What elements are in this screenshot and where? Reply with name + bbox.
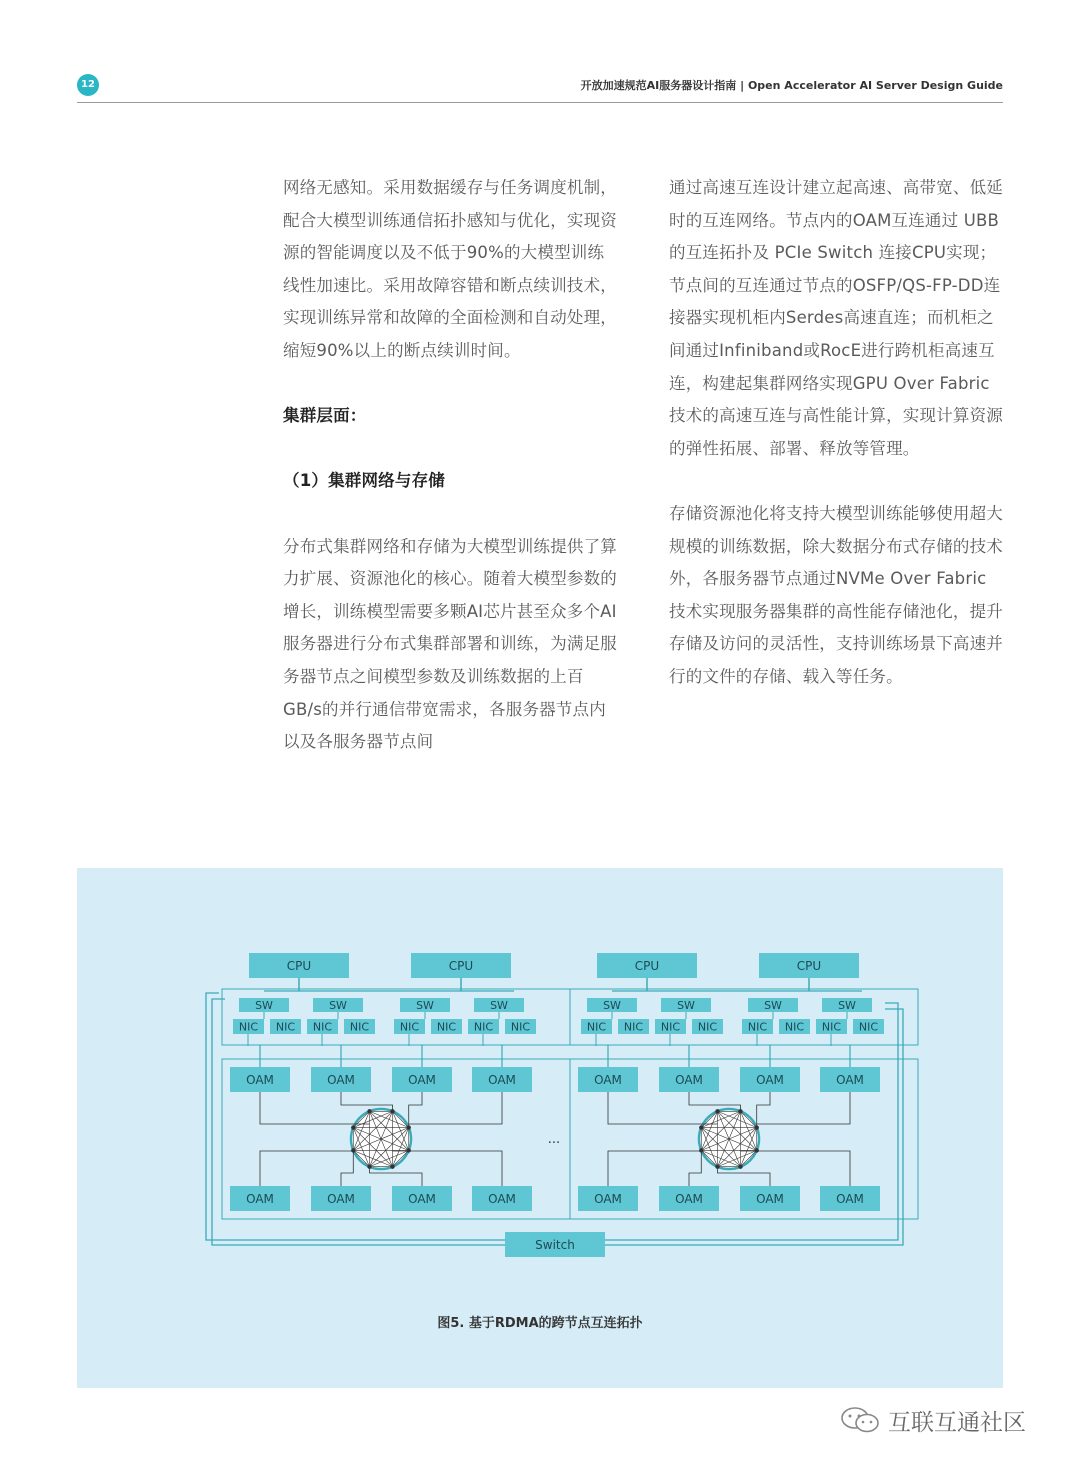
- oam-mesh-link: [608, 1151, 701, 1186]
- sw-box-label: SW: [329, 998, 347, 1012]
- paragraph: 存储资源池化将支持大模型训练能够使用超大规模的训练数据，除大数据分布式存储的技术外，各服务器节点通过NVMe Over Fabric 技术实现服务器集群的高性能存储池化，提升存储及访问的灵活性，支持训练场景下高速并行的文件的存储、载入等任务。: [669, 503, 1003, 686]
- oam-mesh-link: [757, 1092, 850, 1124]
- mesh-node: [738, 1165, 742, 1169]
- nic-box-label: NIC: [623, 1020, 644, 1034]
- sw-box-label: SW: [764, 998, 782, 1012]
- oam-box-label: OAM: [675, 1191, 703, 1206]
- ellipsis-label: ...: [547, 1132, 561, 1147]
- section-heading: 集群层面：: [283, 406, 367, 426]
- wechat-icon: [840, 1405, 882, 1435]
- mesh-node: [351, 1125, 355, 1129]
- oam-box-label: OAM: [756, 1072, 784, 1087]
- oam-box-label: OAM: [488, 1191, 516, 1206]
- oam-mesh-link: [392, 1151, 502, 1186]
- topology-figure: [77, 868, 1003, 1388]
- nic-box-label: NIC: [349, 1020, 370, 1034]
- sw-panel: [222, 989, 570, 1045]
- figure-caption: 图5. 基于RDMA的跨节点互连拓扑: [437, 1316, 643, 1331]
- oam-mesh-link: [260, 1092, 370, 1124]
- nic-box-label: NIC: [784, 1020, 805, 1034]
- oam-mesh-link: [409, 1092, 422, 1128]
- nic-box-label: NIC: [586, 1020, 607, 1034]
- header-title: 开放加速规范AI服务器设计指南 | Open Accelerator AI Server Design Guide: [580, 79, 1003, 92]
- sw-panel: [570, 989, 918, 1045]
- cpu-box-label: CPU: [634, 958, 660, 973]
- sw-box-label: SW: [416, 998, 434, 1012]
- oam-mesh-link: [409, 1092, 502, 1124]
- switch-box-label: Switch: [535, 1237, 575, 1252]
- oam-box-label: OAM: [246, 1072, 274, 1087]
- watermark-text: 互联互通社区: [888, 1409, 1026, 1436]
- mesh-node: [390, 1165, 394, 1169]
- nic-box-label: NIC: [510, 1020, 531, 1034]
- mesh-node: [715, 1109, 719, 1113]
- oam-box-label: OAM: [756, 1191, 784, 1206]
- sw-box-label: SW: [490, 998, 508, 1012]
- oam-box-label: OAM: [327, 1072, 355, 1087]
- oam-box-label: OAM: [594, 1191, 622, 1206]
- nic-box-label: NIC: [858, 1020, 879, 1034]
- page-number: 12: [77, 74, 99, 96]
- rdma-topology-diagram: [77, 868, 1003, 1308]
- oam-mesh-link: [689, 1150, 701, 1186]
- oam-mesh-link: [260, 1151, 353, 1186]
- sw-box-label: SW: [838, 998, 856, 1012]
- nic-box-label: NIC: [473, 1020, 494, 1034]
- oam-box-label: OAM: [408, 1072, 436, 1087]
- cpu-box-label: CPU: [796, 958, 822, 973]
- right-column: [669, 172, 1005, 694]
- sw-box-label: SW: [603, 998, 621, 1012]
- paragraph: 通过高速互连设计建立起高速、高带宽、低延时的互连网络。节点内的OAM互连通过 UBB 的互连拓扑及 PCIe Switch 连接CPU实现；节点间的互连通过节点的OSFP/QS-FP-DD连接器实现机柜内Serdes高速直连；而机柜之间通过Infiniband或RocE进行跨机柜高速互连，构建起集群网络实现GPU Over Fabric 技术的高速互连与高性能计算，实现计算资源的弹性拓展、部署、释放等管理。: [669, 178, 1003, 458]
- left-column: [283, 172, 619, 759]
- watermark: [840, 1404, 1026, 1436]
- nic-box-label: NIC: [747, 1020, 768, 1034]
- oam-mesh-link: [341, 1150, 353, 1186]
- mesh-node: [699, 1125, 703, 1129]
- oam-mesh-link: [757, 1092, 770, 1128]
- nic-box-label: NIC: [275, 1020, 296, 1034]
- sw-box-label: SW: [255, 998, 273, 1012]
- paragraph: 网络无感知。采用数据缓存与任务调度机制，配合大模型训练通信拓扑感知与优化，实现资源的智能调度以及不低于90%的大模型训练线性加速比。采用故障容错和断点续训技术，实现训练异常和故障的全面检测和自动处理，缩短90%以上的断点续训时间。: [283, 178, 617, 360]
- subsection-heading: （1）集群网络与存储: [283, 471, 445, 491]
- mesh-node: [407, 1148, 411, 1152]
- nic-box-label: NIC: [697, 1020, 718, 1034]
- nic-box-label: NIC: [399, 1020, 420, 1034]
- oam-box-label: OAM: [594, 1072, 622, 1087]
- cpu-box-label: CPU: [286, 958, 312, 973]
- nic-box-label: NIC: [238, 1020, 259, 1034]
- nic-box-label: NIC: [436, 1020, 457, 1034]
- oam-box-label: OAM: [246, 1191, 274, 1206]
- oam-box-label: OAM: [327, 1191, 355, 1206]
- paragraph: 分布式集群网络和存储为大模型训练提供了算力扩展、资源池化的核心。随着大模型参数的增长，训练模型需要多颗AI芯片甚至众多个AI服务器进行分布式集群部署和训练，为满足服务器节点之间模型参数及训练数据的上百GB/s的并行通信带宽需求，各服务器节点内以及各服务器节点间: [283, 536, 617, 752]
- cpu-box-label: CPU: [448, 958, 474, 973]
- page-header: [77, 72, 1003, 103]
- oam-box-label: OAM: [675, 1072, 703, 1087]
- oam-box-label: OAM: [488, 1072, 516, 1087]
- nic-box-label: NIC: [312, 1020, 333, 1034]
- oam-box-label: OAM: [836, 1072, 864, 1087]
- mesh-node: [367, 1109, 371, 1113]
- oam-box-label: OAM: [836, 1191, 864, 1206]
- sw-box-label: SW: [677, 998, 695, 1012]
- mesh-node: [755, 1148, 759, 1152]
- oam-mesh-link: [740, 1151, 850, 1186]
- nic-box-label: NIC: [821, 1020, 842, 1034]
- nic-box-label: NIC: [660, 1020, 681, 1034]
- oam-box-label: OAM: [408, 1191, 436, 1206]
- oam-mesh-link: [608, 1092, 718, 1124]
